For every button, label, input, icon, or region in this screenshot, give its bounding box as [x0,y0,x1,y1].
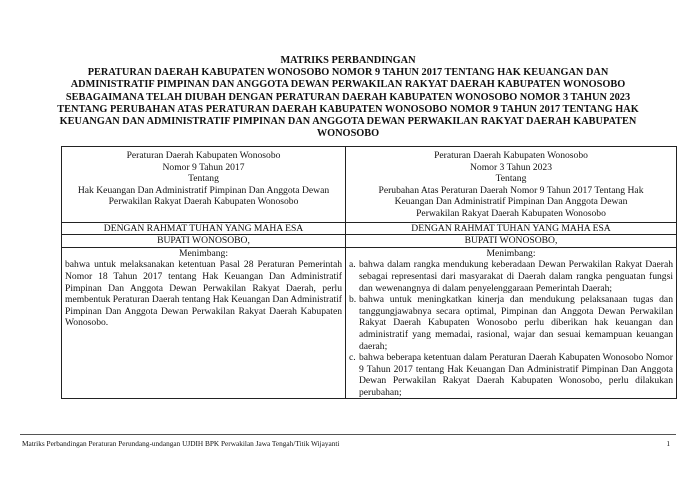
list-item [349,259,673,294]
left-menimbang-label: Menimbang: [178,247,229,259]
table-row [62,247,677,399]
page-number: 1 [666,439,670,448]
right-head-line: Tentang [495,173,527,185]
right-head-line: Nomor 3 Tahun 2023 [469,161,553,173]
list-marker: c. [349,352,356,364]
footer-text: Matriks Perbandingan Peraturan Perundang-undangan UJDIH BPK Perwakilan Jawa Tengah/Titik Wijayanti [22,439,340,448]
left-head-line: Tentang [188,173,219,185]
left-head-line: Perwakilan Rakyat Daerah Kabupaten Wonosobo [108,196,299,208]
list-item-text: bahwa dalam rangka mendukung keberadaan Dewan Perwakilan Rakyat Daerah sebagai representasi dari masyarakat di Daerah dalam rangka penguatan fungsi dan wewenangnya di dalam penyelenggaraan Pemerintah Daerah; [359,259,673,294]
list-marker: a. [349,259,356,271]
right-menimbang-label: Menimbang: [486,247,536,259]
table-row [62,147,677,223]
right-head-line: Perubahan Atas Peraturan Daerah Nomor 9 Tahun 2017 Tentang Hak [378,184,644,196]
menimbang-list [349,259,673,398]
right-rahmat: DENGAN RAHMAT TUHAN YANG MAHA ESA [346,222,677,235]
table-row [62,222,677,235]
title-subtitle: PERATURAN DAERAH KABUPATEN WONOSOBO NOMOR 9 TAHUN 2017 TENTANG HAK KEUANGAN DAN ADMINISTRATIF PIMPINAN DAN ANGGOTA DEWAN PERWAKILAN RAKYAT DAERAH KABUPATEN WONOSOBO SEBAGAIMANA TELAH DIUBAH DENGAN PERATURAN DAERAH KABUPATEN WONOSOBO NOMOR 3 TAHUN 2023 TENTANG PERUBAHAN ATAS PERATURAN DAERAH KABUPATEN WONOSOBO NOMOR 9 TAHUN 2017 TENTANG HAK KEUANGAN DAN ADMINISTRATIF PIMPINAN DAN ANGGOTA DEWAN PERWAKILAN RAKYAT DAERAH KABUPATEN WONOSOBO [57,67,639,140]
left-rahmat: DENGAN RAHMAT TUHAN YANG MAHA ESA [62,222,346,235]
list-item-text: bahwa beberapa ketentuan dalam Peraturan Daerah Kabupaten Wonosobo Nomor 9 Tahun 2017 tentang Hak Keuangan Dan Administratif Pimpinan Dan Anggota Dewan Perwakilan Rakyat Daerah Kabupaten Wonosobo, perlu dilakukan perubahan; [359,352,673,398]
left-bupati: BUPATI WONOSOBO, [62,235,346,248]
left-head-line: Peraturan Daerah Kabupaten Wonosobo [126,150,281,161]
left-menimbang-cell [62,247,346,399]
table-row [62,235,677,248]
list-item [349,352,673,398]
right-menimbang-cell [346,247,677,399]
comparison-table [61,146,677,399]
right-head-line: Perwakilan Rakyat Daerah Kabupaten Wonosobo [416,207,606,219]
right-head-line: Keuangan Dan Administratif Pimpinan Dan Anggota Dewan [394,196,628,208]
left-head-line: Hak Keuangan Dan Administratif Pimpinan Dan Anggota Dewan [77,184,330,196]
left-menimbang-text: bahwa untuk melaksanakan ketentuan Pasal 28 Peraturan Pemerintah Nomor 18 Tahun 2017 tentang Hak Keuangan Dan Administratif Pimpinan Dan Anggota Dewan Perwakilan Rakyat Daerah, perlu membentuk Peraturan Daerah tentang Hak Keuangan Dan Administratif Pimpinan Dan Anggota Dewan Perwakilan Rakyat Daerah Kabupaten Wonosobo. [65,259,342,329]
left-header-cell [62,147,346,223]
right-bupati: BUPATI WONOSOBO, [346,235,677,248]
list-marker: b. [349,294,357,306]
document-title [40,55,656,140]
right-head-line: Peraturan Daerah Kabupaten Wonosobo [434,150,588,161]
right-header-cell [346,147,677,223]
footer-divider [20,434,676,435]
title-main: MATRIKS PERBANDINGAN [280,55,416,66]
list-item-text: bahwa untuk meningkatkan kinerja dan mendukung pelaksanaan tugas dan tanggungjawabnya secara optimal, Pimpinan dan Anggota Dewan Perwakilan Rakyat Daerah Kabupaten Wonosobo perlu diberikan hak keuangan dan administratif yang memadai, rasional, wajar dan sesuai kemampuan keuangan daerah; [359,294,673,352]
list-item [349,294,673,352]
left-head-line: Nomor 9 Tahun 2017 [162,161,245,173]
